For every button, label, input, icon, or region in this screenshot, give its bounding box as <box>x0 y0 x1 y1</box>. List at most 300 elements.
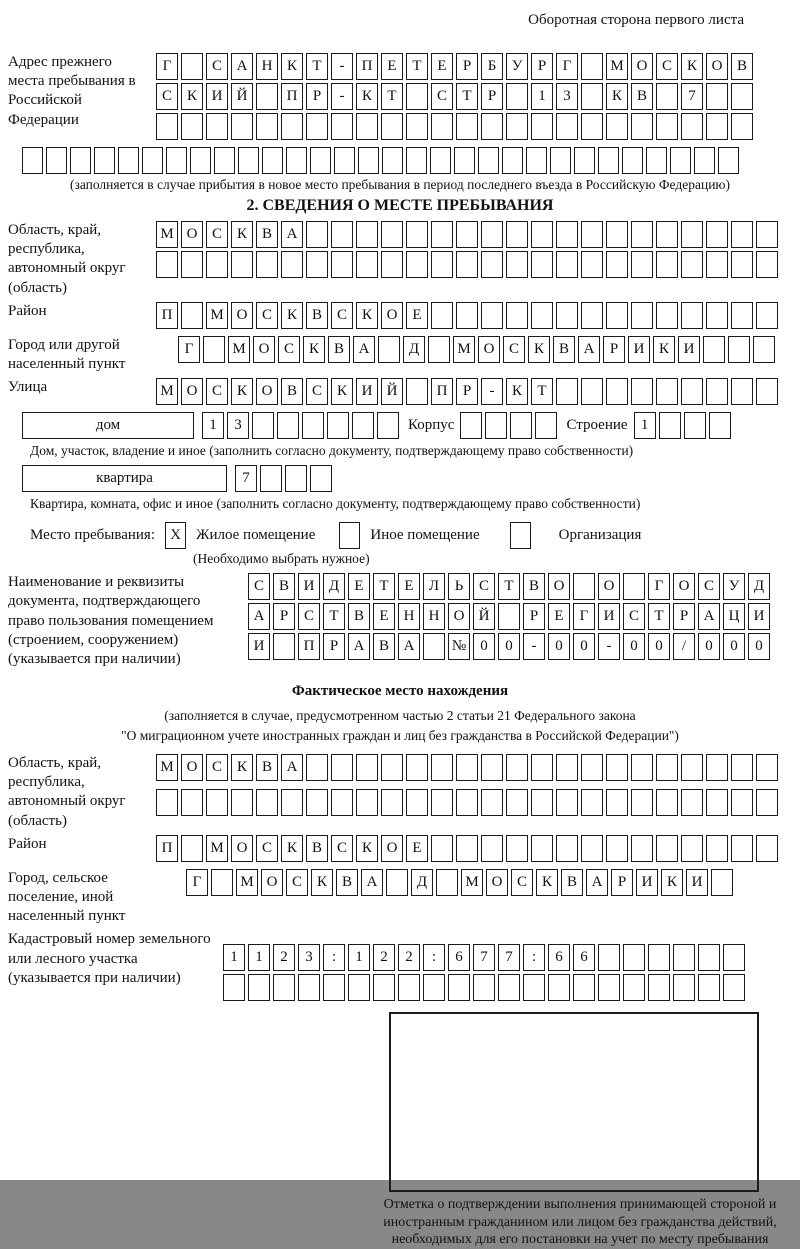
char-cell: К <box>181 83 203 110</box>
char-cell: Т <box>406 53 428 80</box>
section2-title: 2. СВЕДЕНИЯ О МЕСТЕ ПРЕБЫВАНИЯ <box>246 197 554 214</box>
factual-raion-row <box>156 835 792 862</box>
char-cell: Б <box>481 53 503 80</box>
page-header: Оборотная сторона первого листа <box>528 12 744 28</box>
factual-gorod-row <box>186 869 792 896</box>
char-cell <box>581 754 603 781</box>
char-cell <box>273 974 295 1001</box>
kvartira-note: Квартира, комната, офис и иное (заполнить согласно документу, подтверждающему право собственности) <box>30 496 641 512</box>
char-cell <box>606 113 628 140</box>
document-row-1 <box>248 573 792 600</box>
prev-address-row-4 <box>22 147 792 174</box>
char-cell <box>631 789 653 816</box>
char-cell: Е <box>398 573 420 600</box>
char-cell: О <box>548 573 570 600</box>
char-cell: Е <box>373 603 395 630</box>
char-cell: У <box>723 573 745 600</box>
char-cell <box>406 251 428 278</box>
char-cell <box>498 603 520 630</box>
gorod-label: Город или другой населенный пункт <box>8 336 126 372</box>
gorod-field <box>8 336 792 374</box>
char-cell <box>431 221 453 248</box>
char-cell <box>706 221 728 248</box>
prev-address-field <box>8 53 792 143</box>
char-cell <box>381 221 403 248</box>
char-cell <box>436 869 458 896</box>
ulitsa-field <box>8 378 792 408</box>
char-cell: 6 <box>548 944 570 971</box>
char-cell <box>681 789 703 816</box>
char-cell <box>358 147 379 174</box>
char-cell: 6 <box>448 944 470 971</box>
char-cell: Д <box>403 336 425 363</box>
char-cell <box>406 378 428 405</box>
char-cell: Е <box>548 603 570 630</box>
char-cell: / <box>673 633 695 660</box>
kvartira-line <box>22 465 792 492</box>
char-cell <box>256 251 278 278</box>
char-cell <box>310 147 331 174</box>
raion-row <box>156 302 792 329</box>
char-cell: О <box>448 603 470 630</box>
oblast-label: Область, край, республика, автономный округ (область) <box>8 222 126 296</box>
char-cell <box>46 147 67 174</box>
char-cell: 1 <box>531 83 553 110</box>
char-cell <box>306 221 328 248</box>
dom-boxes <box>202 412 402 439</box>
factual-oblast-row-2 <box>156 789 792 816</box>
ulitsa-row <box>156 378 792 405</box>
char-cell <box>22 147 43 174</box>
char-cell: М <box>236 869 258 896</box>
char-cell: И <box>206 83 228 110</box>
option-zhiloe-label: Жилое помещение <box>196 527 316 544</box>
char-cell <box>556 251 578 278</box>
char-cell <box>94 147 115 174</box>
char-cell: Р <box>673 603 695 630</box>
char-cell: К <box>606 83 628 110</box>
char-cell: Г <box>178 336 200 363</box>
char-cell: 0 <box>573 633 595 660</box>
char-cell <box>431 754 453 781</box>
char-cell <box>331 221 353 248</box>
char-cell <box>142 147 163 174</box>
char-cell: О <box>181 378 203 405</box>
char-cell: И <box>598 603 620 630</box>
char-cell <box>731 251 753 278</box>
char-cell: 7 <box>235 465 257 492</box>
char-cell <box>698 944 720 971</box>
char-cell <box>598 974 620 1001</box>
char-cell <box>485 412 507 439</box>
char-cell <box>348 974 370 1001</box>
char-cell: Е <box>431 53 453 80</box>
char-cell: Е <box>406 302 428 329</box>
char-cell <box>356 754 378 781</box>
char-cell: А <box>348 633 370 660</box>
char-cell: 0 <box>473 633 495 660</box>
char-cell: С <box>256 302 278 329</box>
char-cell <box>531 754 553 781</box>
option-inoe-label: Иное помещение <box>370 527 480 544</box>
char-cell <box>711 869 733 896</box>
char-cell <box>214 147 235 174</box>
char-cell: 0 <box>648 633 670 660</box>
char-cell: И <box>628 336 650 363</box>
char-cell: № <box>448 633 470 660</box>
char-cell: С <box>656 53 678 80</box>
char-cell <box>256 113 278 140</box>
char-cell: В <box>523 573 545 600</box>
mesto-label: Место пребывания: <box>30 527 155 544</box>
char-cell <box>406 147 427 174</box>
char-cell <box>756 835 778 862</box>
char-cell <box>753 336 775 363</box>
char-cell <box>262 147 283 174</box>
char-cell: Л <box>423 573 445 600</box>
document-label: Наименование и реквизиты документа, подтверждающего право пользования помещением (строением, сооружением) (указывается при наличии) <box>8 574 214 667</box>
char-cell: 7 <box>681 83 703 110</box>
char-cell <box>684 412 706 439</box>
char-cell: В <box>561 869 583 896</box>
factual-oblast-label: Область, край, республика, автономный округ (область) <box>8 755 126 829</box>
char-cell: С <box>206 378 228 405</box>
char-cell <box>506 83 528 110</box>
char-cell: П <box>156 835 178 862</box>
char-cell <box>381 754 403 781</box>
char-cell <box>573 573 595 600</box>
char-cell <box>118 147 139 174</box>
char-cell <box>581 302 603 329</box>
char-cell: Н <box>423 603 445 630</box>
char-cell <box>231 113 253 140</box>
char-cell <box>523 974 545 1001</box>
char-cell: К <box>231 378 253 405</box>
char-cell: 0 <box>548 633 570 660</box>
char-cell: Г <box>556 53 578 80</box>
char-cell: О <box>261 869 283 896</box>
char-cell <box>285 465 307 492</box>
char-cell: С <box>698 573 720 600</box>
char-cell <box>386 869 408 896</box>
char-cell <box>550 147 571 174</box>
char-cell <box>531 302 553 329</box>
raion-label: Район <box>8 302 47 319</box>
char-cell <box>286 147 307 174</box>
char-cell <box>431 789 453 816</box>
char-cell <box>731 835 753 862</box>
char-cell <box>656 83 678 110</box>
char-cell: О <box>381 835 403 862</box>
mesto-line <box>30 522 792 549</box>
char-cell <box>302 412 324 439</box>
char-cell <box>481 302 503 329</box>
char-cell: О <box>231 302 253 329</box>
char-cell: С <box>206 754 228 781</box>
char-cell <box>460 412 482 439</box>
char-cell: 3 <box>556 83 578 110</box>
char-cell: К <box>281 53 303 80</box>
char-cell <box>581 221 603 248</box>
char-cell <box>406 113 428 140</box>
char-cell <box>556 789 578 816</box>
char-cell: В <box>256 754 278 781</box>
char-cell: С <box>256 835 278 862</box>
char-cell <box>706 378 728 405</box>
char-cell <box>548 974 570 1001</box>
char-cell: И <box>248 633 270 660</box>
char-cell <box>706 835 728 862</box>
char-cell <box>190 147 211 174</box>
char-cell: М <box>206 835 228 862</box>
char-cell: К <box>281 835 303 862</box>
char-cell: С <box>156 83 178 110</box>
char-cell: Д <box>411 869 433 896</box>
char-cell: П <box>356 53 378 80</box>
char-cell: М <box>461 869 483 896</box>
char-cell <box>556 221 578 248</box>
char-cell <box>456 754 478 781</box>
char-cell: Т <box>323 603 345 630</box>
char-cell: 1 <box>248 944 270 971</box>
kvartira-boxes <box>235 465 335 492</box>
char-cell <box>454 147 475 174</box>
factual-note-2: "О миграционном учете иностранных граждан и лиц без гражданства в Российской Федерации") <box>121 728 679 744</box>
char-cell <box>423 974 445 1001</box>
char-cell <box>356 251 378 278</box>
char-cell <box>456 835 478 862</box>
char-cell <box>673 974 695 1001</box>
char-cell <box>260 465 282 492</box>
dom-line <box>22 412 792 439</box>
char-cell <box>723 974 745 1001</box>
char-cell <box>659 412 681 439</box>
char-cell: Р <box>481 83 503 110</box>
factual-gorod-label: Город, сельское поселение, иной населенный пункт <box>8 869 126 925</box>
char-cell <box>581 378 603 405</box>
char-cell <box>506 302 528 329</box>
char-cell <box>506 113 528 140</box>
char-cell <box>156 789 178 816</box>
stamp-note: Отметка о подтверждении выполнения принимающей стороной и иностранным гражданином или лицом без гражданства действий, необходимых для его постановки на учет по месту пребывания <box>383 1197 777 1248</box>
char-cell <box>581 83 603 110</box>
char-cell: М <box>606 53 628 80</box>
char-cell <box>431 251 453 278</box>
factual-raion-field <box>8 835 792 865</box>
char-cell <box>656 754 678 781</box>
kadastr-label: Кадастровый номер земельного или лесного участка (указывается при наличии) <box>8 931 211 986</box>
char-cell <box>581 113 603 140</box>
char-cell: Р <box>456 378 478 405</box>
char-cell: К <box>356 302 378 329</box>
char-cell: К <box>653 336 675 363</box>
char-cell <box>181 113 203 140</box>
char-cell: Г <box>573 603 595 630</box>
char-cell: Т <box>306 53 328 80</box>
char-cell: К <box>303 336 325 363</box>
char-cell: Н <box>256 53 278 80</box>
char-cell <box>574 147 595 174</box>
char-cell <box>510 412 532 439</box>
char-cell <box>681 221 703 248</box>
char-cell: С <box>431 83 453 110</box>
char-cell: Р <box>611 869 633 896</box>
kadastr-row-1 <box>223 944 792 971</box>
char-cell <box>673 944 695 971</box>
char-cell: К <box>356 83 378 110</box>
char-cell: О <box>478 336 500 363</box>
char-cell: : <box>323 944 345 971</box>
prev-address-row-2 <box>156 83 792 110</box>
char-cell: С <box>503 336 525 363</box>
char-cell <box>481 251 503 278</box>
char-cell <box>310 465 332 492</box>
char-cell <box>248 974 270 1001</box>
char-cell <box>206 113 228 140</box>
char-cell <box>431 835 453 862</box>
char-cell <box>430 147 451 174</box>
char-cell <box>581 835 603 862</box>
char-cell <box>238 147 259 174</box>
char-cell: С <box>278 336 300 363</box>
char-cell <box>327 412 349 439</box>
char-cell <box>731 113 753 140</box>
char-cell <box>252 412 274 439</box>
char-cell <box>381 251 403 278</box>
char-cell: Ь <box>448 573 470 600</box>
char-cell <box>706 113 728 140</box>
char-cell: 7 <box>473 944 495 971</box>
char-cell: М <box>156 378 178 405</box>
char-cell: В <box>306 835 328 862</box>
char-cell <box>606 221 628 248</box>
factual-title: Фактическое место нахождения <box>291 683 509 700</box>
char-cell: Р <box>456 53 478 80</box>
char-cell: 2 <box>398 944 420 971</box>
char-cell: - <box>331 53 353 80</box>
char-cell: В <box>348 603 370 630</box>
char-cell <box>306 789 328 816</box>
char-cell: И <box>636 869 658 896</box>
char-cell: 0 <box>623 633 645 660</box>
char-cell <box>703 336 725 363</box>
char-cell: 2 <box>373 944 395 971</box>
char-cell <box>723 944 745 971</box>
char-cell: С <box>473 573 495 600</box>
char-cell: Й <box>473 603 495 630</box>
char-cell: И <box>356 378 378 405</box>
char-cell <box>502 147 523 174</box>
char-cell: Д <box>748 573 770 600</box>
checkbox-inoe <box>339 522 360 549</box>
char-cell <box>382 147 403 174</box>
char-cell <box>656 302 678 329</box>
char-cell <box>356 113 378 140</box>
raion-field <box>8 302 792 332</box>
oblast-row-2 <box>156 251 792 278</box>
stroenie-boxes <box>634 412 734 439</box>
char-cell <box>681 835 703 862</box>
stamp-box <box>389 1012 759 1192</box>
char-cell <box>481 835 503 862</box>
char-cell: Ц <box>723 603 745 630</box>
char-cell <box>606 754 628 781</box>
char-cell <box>506 251 528 278</box>
char-cell <box>352 412 374 439</box>
char-cell <box>581 53 603 80</box>
char-cell <box>456 302 478 329</box>
char-cell <box>331 251 353 278</box>
char-cell <box>156 113 178 140</box>
document-row-3 <box>248 633 792 660</box>
char-cell: Й <box>231 83 253 110</box>
char-cell: : <box>423 944 445 971</box>
char-cell <box>598 147 619 174</box>
char-cell <box>648 974 670 1001</box>
prev-address-row-1 <box>156 53 792 80</box>
prev-address-note: (заполняется в случае прибытия в новое место пребывания в период последнего въезда в Российскую Федерацию) <box>69 177 731 192</box>
document-row-2 <box>248 603 792 630</box>
char-cell <box>606 251 628 278</box>
char-cell: К <box>356 835 378 862</box>
char-cell <box>70 147 91 174</box>
char-cell: К <box>231 754 253 781</box>
char-cell: И <box>678 336 700 363</box>
char-cell <box>656 835 678 862</box>
char-cell <box>581 789 603 816</box>
char-cell <box>506 835 528 862</box>
char-cell <box>728 336 750 363</box>
char-cell <box>681 754 703 781</box>
char-cell <box>281 113 303 140</box>
char-cell: В <box>336 869 358 896</box>
char-cell: М <box>228 336 250 363</box>
char-cell <box>506 789 528 816</box>
char-cell: 1 <box>223 944 245 971</box>
char-cell <box>556 754 578 781</box>
char-cell: К <box>661 869 683 896</box>
char-cell <box>431 302 453 329</box>
char-cell <box>277 412 299 439</box>
char-cell <box>622 147 643 174</box>
checkbox-zhiloe: X <box>165 522 186 549</box>
char-cell <box>406 221 428 248</box>
char-cell <box>631 835 653 862</box>
char-cell <box>448 974 470 1001</box>
char-cell <box>356 221 378 248</box>
char-cell: А <box>231 53 253 80</box>
char-cell: И <box>298 573 320 600</box>
char-cell <box>756 221 778 248</box>
option-org-label: Организация <box>558 527 642 544</box>
char-cell <box>377 412 399 439</box>
char-cell: И <box>686 869 708 896</box>
char-cell <box>756 251 778 278</box>
char-cell <box>456 221 478 248</box>
char-cell <box>406 789 428 816</box>
char-cell: У <box>506 53 528 80</box>
char-cell: С <box>331 835 353 862</box>
char-cell <box>506 754 528 781</box>
char-cell: 3 <box>227 412 249 439</box>
char-cell <box>531 221 553 248</box>
char-cell: С <box>331 302 353 329</box>
char-cell: Й <box>381 378 403 405</box>
char-cell <box>203 336 225 363</box>
char-cell: О <box>486 869 508 896</box>
char-cell <box>556 302 578 329</box>
char-cell: Е <box>348 573 370 600</box>
